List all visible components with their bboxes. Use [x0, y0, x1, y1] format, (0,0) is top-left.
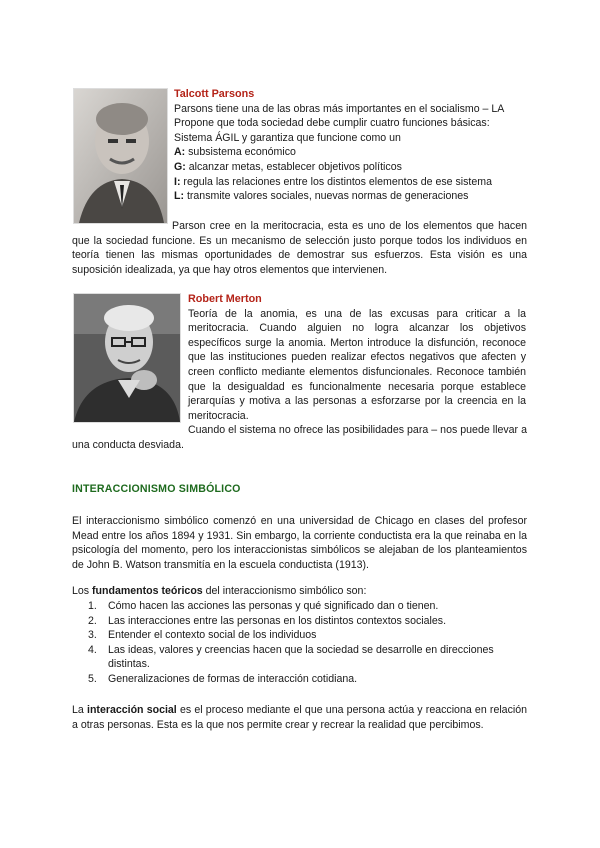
- portrait-image-icon: [74, 89, 167, 223]
- parsons-line-2: Propone que toda sociedad debe cumplir cuatro funciones básicas:: [174, 117, 490, 130]
- interaccionismo-intro: El interaccionismo simbólico comenzó en una universidad de Chicago en clases del profesor Mead entre los años 1894 y 1931. Sin embargo, la corriente conductista era la que reinaba en la psicología del momento, pero los interaccionistas simbólicos se alejaban de los planteamientos de John B. Watson transmitía en la escuela conductista (1913).: [72, 515, 527, 571]
- parsons-line-3: Sistema ÁGIL y garantiza que funcione como un: [174, 131, 401, 144]
- agil-item-g: G: alcanzar metas, establecer objetivos políticos: [174, 160, 402, 173]
- parsons-meritocracia-paragraph: Parson cree en la meritocracia, esta es uno de los elementos que hacen que la sociedad funcione. Es un mecanismo de selección justo porque todos los individuos en teoría tienen las mismas oportunidades de demostrar sus esfuerzos. Esta visión es una suposición idealizada, ya que hay otros elementos que intervienen.: [72, 220, 527, 276]
- list-item: 3. Entender el contexto social de los individuos: [88, 629, 317, 642]
- fundamentos-intro: Los fundamentos teóricos del interaccionismo simbólico son:: [72, 585, 367, 597]
- merton-paragraph: Teoría de la anomia, es una de las excusas para criticar a la meritocracia. Cuando alguien no logra alcanzar los objetivos específicos surge la anomia. Merton introduce la disfunción, reconoce que las instituciones pueden realizar efectos negativos que afecten y creen conflicto mediante elementos disfuncionales. Reconoce también que la desigualdad es funcionalmente necesaria porque establece jerarquías y motiva a las personas a esforzarse por la creencia en la meritocracia.: [188, 307, 526, 422]
- merton-desviada-paragraph: Cuando el sistema no ofrece las posibilidades para – nos puede llevar a una conducta desviada.: [72, 424, 527, 451]
- agil-item-a: A: subsistema económico: [174, 146, 296, 159]
- interaccion-social-paragraph: La interacción social es el proceso mediante el que una persona actúa y reacciona en relación a otras personas. Esta es la que nos permite crear y recrear la realidad que percibimos.: [72, 704, 528, 731]
- list-item: 2. Las interacciones entre las personas en los distintos contextos sociales.: [88, 614, 447, 627]
- parsons-photo: [73, 88, 168, 224]
- fundamentos-list: [72, 599, 527, 687]
- portrait-image-icon: [74, 294, 180, 422]
- agil-item-l: L: transmite valores sociales, nuevas normas de generaciones: [174, 190, 469, 203]
- section-heading: INTERACCIONISMO SIMBÓLICO: [72, 483, 241, 495]
- agil-item-i: I: regula las relaciones entre los distintos elementos de ese sistema: [174, 175, 492, 188]
- merton-photo: [73, 293, 181, 423]
- parsons-line-1: Parsons tiene una de las obras más importantes en el socialismo – LA: [174, 102, 505, 115]
- list-item: 4. Las ideas, valores y creencias hacen que la sociedad se desarrolle en direcciones distintas.: [88, 643, 494, 671]
- list-item: 5. Generalizaciones de formas de interacción cotidiana.: [88, 672, 358, 685]
- list-item: 1. Cómo hacen las acciones las personas y qué significado dan o tienen.: [88, 600, 439, 612]
- merton-name: Robert Merton: [188, 293, 262, 305]
- parsons-name: Talcott Parsons: [174, 88, 255, 100]
